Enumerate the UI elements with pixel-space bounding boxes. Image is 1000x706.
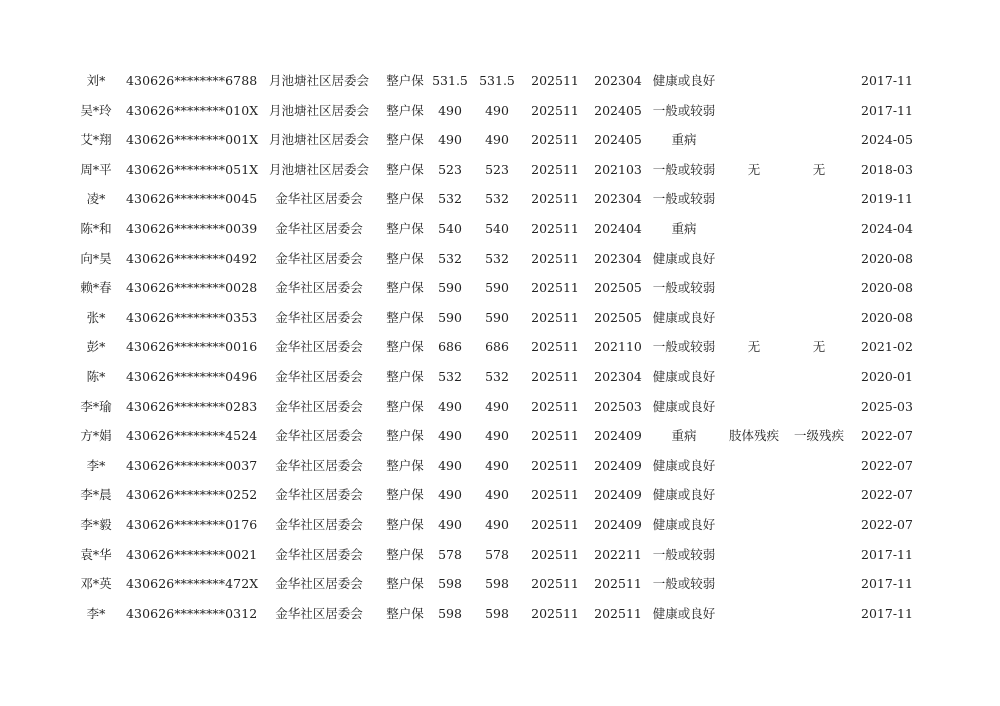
amount-cell: 490 — [485, 487, 509, 503]
table-row — [0, 244, 1000, 274]
health-status-cell: 健康或良好 — [652, 368, 716, 384]
disability-level-cell — [789, 303, 849, 333]
id-number-cell: 430626********0496 — [126, 368, 258, 384]
disability-type-cell — [726, 184, 782, 214]
disability-type-cell — [726, 303, 782, 333]
table-row — [0, 362, 1000, 392]
start-month-cell: 202511 — [531, 309, 579, 325]
name-cell: 凌* — [86, 191, 106, 207]
id-number-cell: 430626********0252 — [126, 487, 258, 503]
health-status-cell: 一般或较弱 — [652, 339, 716, 355]
table-row — [0, 96, 1000, 126]
disability-type-cell — [726, 569, 782, 599]
table-row — [0, 303, 1000, 333]
disability-type-cell — [726, 540, 782, 570]
disability-level-cell — [789, 214, 849, 244]
name-cell: 张* — [86, 309, 106, 325]
id-number-cell: 430626********0312 — [126, 605, 258, 621]
disability-level-cell: 一级残疾 — [793, 428, 844, 444]
disability-level-cell — [789, 510, 849, 540]
id-number-cell: 430626********0176 — [126, 516, 258, 532]
community-cell: 金华社区居委会 — [275, 398, 363, 414]
assistance-type-cell: 整户保 — [386, 73, 424, 88]
community-cell: 金华社区居委会 — [275, 309, 363, 325]
end-month-cell: 202103 — [594, 161, 642, 177]
health-status-cell: 一般或较弱 — [652, 191, 716, 207]
name-cell: 周*平 — [80, 161, 112, 177]
id-number-cell: 430626********010X — [126, 102, 259, 118]
health-status-cell: 重病 — [671, 132, 697, 148]
end-month-cell: 202409 — [594, 457, 642, 473]
id-number-cell: 430626********0353 — [126, 309, 258, 325]
amount-cell: 531.5 — [479, 73, 515, 88]
amount-cell: 598 — [485, 576, 509, 592]
table-row — [0, 214, 1000, 244]
community-cell: 金华社区居委会 — [275, 605, 363, 621]
disability-type-cell — [726, 273, 782, 303]
disability-type-cell — [726, 66, 782, 96]
start-month-cell: 202511 — [531, 398, 579, 414]
end-month-cell: 202404 — [594, 220, 642, 236]
disability-level-cell — [789, 273, 849, 303]
end-month-cell: 202511 — [594, 605, 642, 621]
table-row — [0, 421, 1000, 451]
date-cell: 2020-01 — [861, 368, 913, 384]
disability-level-cell — [789, 184, 849, 214]
start-month-cell: 202511 — [531, 73, 579, 88]
health-status-cell: 健康或良好 — [652, 516, 716, 532]
start-month-cell: 202511 — [531, 605, 579, 621]
assistance-type-cell: 整户保 — [386, 576, 424, 592]
end-month-cell: 202304 — [594, 191, 642, 207]
amount-cell: 590 — [438, 280, 462, 296]
amount-cell: 532 — [485, 191, 509, 207]
amount-cell: 490 — [438, 428, 462, 444]
table-row — [0, 66, 1000, 96]
disability-type-cell: 肢体残疾 — [728, 428, 779, 444]
amount-cell: 532 — [438, 368, 462, 384]
amount-cell: 532 — [485, 368, 509, 384]
start-month-cell: 202511 — [531, 428, 579, 444]
id-number-cell: 430626********0037 — [126, 457, 258, 473]
table-row — [0, 125, 1000, 155]
amount-cell: 490 — [485, 457, 509, 473]
id-number-cell: 430626********051X — [126, 161, 259, 177]
id-number-cell: 430626********4524 — [126, 428, 258, 444]
table-row — [0, 273, 1000, 303]
community-cell: 月池塘社区居委会 — [268, 73, 369, 88]
assistance-type-cell: 整户保 — [386, 191, 424, 207]
start-month-cell: 202511 — [531, 576, 579, 592]
amount-cell: 686 — [485, 339, 509, 355]
amount-cell: 490 — [438, 516, 462, 532]
end-month-cell: 202211 — [594, 546, 642, 562]
date-cell: 2020-08 — [861, 250, 913, 266]
health-status-cell: 健康或良好 — [652, 487, 716, 503]
end-month-cell: 202304 — [594, 368, 642, 384]
amount-cell: 598 — [438, 605, 462, 621]
table-row — [0, 392, 1000, 422]
start-month-cell: 202511 — [531, 487, 579, 503]
date-cell: 2022-07 — [861, 457, 913, 473]
date-cell: 2021-02 — [861, 339, 913, 355]
amount-cell: 490 — [485, 516, 509, 532]
records-table — [0, 66, 1000, 628]
id-number-cell: 430626********0016 — [126, 339, 258, 355]
start-month-cell: 202511 — [531, 102, 579, 118]
amount-cell: 578 — [485, 546, 509, 562]
amount-cell: 490 — [438, 457, 462, 473]
name-cell: 李*毅 — [80, 516, 112, 532]
end-month-cell: 202110 — [594, 339, 642, 355]
id-number-cell: 430626********0021 — [126, 546, 258, 562]
date-cell: 2019-11 — [861, 191, 913, 207]
disability-type-cell: 无 — [747, 161, 761, 177]
disability-level-cell — [789, 66, 849, 96]
start-month-cell: 202511 — [531, 457, 579, 473]
end-month-cell: 202511 — [594, 576, 642, 592]
id-number-cell: 430626********001X — [126, 132, 259, 148]
amount-cell: 590 — [438, 309, 462, 325]
date-cell: 2017-11 — [861, 605, 913, 621]
table-row — [0, 480, 1000, 510]
amount-cell: 532 — [438, 191, 462, 207]
assistance-type-cell: 整户保 — [386, 102, 424, 118]
name-cell: 陈*和 — [80, 220, 112, 236]
name-cell: 吴*玲 — [80, 102, 112, 118]
date-cell: 2022-07 — [861, 428, 913, 444]
name-cell: 赖*春 — [80, 280, 112, 296]
assistance-type-cell: 整户保 — [386, 220, 424, 236]
id-number-cell: 430626********6788 — [126, 73, 258, 88]
table-row — [0, 184, 1000, 214]
amount-cell: 590 — [485, 309, 509, 325]
disability-level-cell — [789, 569, 849, 599]
disability-level-cell — [789, 480, 849, 510]
disability-type-cell — [726, 125, 782, 155]
end-month-cell: 202409 — [594, 487, 642, 503]
end-month-cell: 202405 — [594, 102, 642, 118]
assistance-type-cell: 整户保 — [386, 132, 424, 148]
amount-cell: 523 — [438, 161, 462, 177]
amount-cell: 598 — [438, 576, 462, 592]
start-month-cell: 202511 — [531, 546, 579, 562]
community-cell: 金华社区居委会 — [275, 191, 363, 207]
health-status-cell: 健康或良好 — [652, 605, 716, 621]
community-cell: 金华社区居委会 — [275, 428, 363, 444]
name-cell: 李* — [86, 605, 106, 621]
amount-cell: 578 — [438, 546, 462, 562]
date-cell: 2022-07 — [861, 487, 913, 503]
name-cell: 艾*翔 — [80, 132, 112, 148]
amount-cell: 490 — [438, 132, 462, 148]
date-cell: 2017-11 — [861, 576, 913, 592]
name-cell: 李*瑜 — [80, 398, 112, 414]
assistance-type-cell: 整户保 — [386, 280, 424, 296]
start-month-cell: 202511 — [531, 368, 579, 384]
community-cell: 金华社区居委会 — [275, 368, 363, 384]
end-month-cell: 202405 — [594, 132, 642, 148]
amount-cell: 490 — [485, 132, 509, 148]
health-status-cell: 健康或良好 — [652, 73, 716, 88]
disability-type-cell — [726, 510, 782, 540]
amount-cell: 540 — [485, 220, 509, 236]
name-cell: 邓*英 — [80, 576, 112, 592]
assistance-type-cell: 整户保 — [386, 546, 424, 562]
disability-level-cell — [789, 599, 849, 629]
date-cell: 2025-03 — [861, 398, 913, 414]
amount-cell: 490 — [485, 102, 509, 118]
table-row — [0, 332, 1000, 362]
id-number-cell: 430626********472X — [126, 576, 259, 592]
date-cell: 2024-05 — [861, 132, 913, 148]
amount-cell: 490 — [485, 398, 509, 414]
community-cell: 金华社区居委会 — [275, 487, 363, 503]
amount-cell: 590 — [485, 280, 509, 296]
health-status-cell: 健康或良好 — [652, 250, 716, 266]
name-cell: 袁*华 — [80, 546, 112, 562]
assistance-type-cell: 整户保 — [386, 250, 424, 266]
table-row — [0, 510, 1000, 540]
amount-cell: 598 — [485, 605, 509, 621]
name-cell: 方*娟 — [80, 428, 112, 444]
health-status-cell: 一般或较弱 — [652, 576, 716, 592]
community-cell: 金华社区居委会 — [275, 576, 363, 592]
amount-cell: 686 — [438, 339, 462, 355]
id-number-cell: 430626********0045 — [126, 191, 258, 207]
amount-cell: 523 — [485, 161, 509, 177]
amount-cell: 532 — [438, 250, 462, 266]
community-cell: 金华社区居委会 — [275, 457, 363, 473]
health-status-cell: 健康或良好 — [652, 309, 716, 325]
community-cell: 金华社区居委会 — [275, 250, 363, 266]
end-month-cell: 202505 — [594, 280, 642, 296]
health-status-cell: 一般或较弱 — [652, 161, 716, 177]
health-status-cell: 一般或较弱 — [652, 280, 716, 296]
start-month-cell: 202511 — [531, 339, 579, 355]
disability-type-cell — [726, 451, 782, 481]
date-cell: 2024-04 — [861, 220, 913, 236]
assistance-type-cell: 整户保 — [386, 161, 424, 177]
name-cell: 刘* — [86, 73, 106, 88]
disability-level-cell — [789, 125, 849, 155]
name-cell: 李*晨 — [80, 487, 112, 503]
community-cell: 金华社区居委会 — [275, 546, 363, 562]
community-cell: 金华社区居委会 — [275, 516, 363, 532]
community-cell: 金华社区居委会 — [275, 280, 363, 296]
table-row — [0, 451, 1000, 481]
assistance-type-cell: 整户保 — [386, 339, 424, 355]
id-number-cell: 430626********0039 — [126, 220, 258, 236]
disability-level-cell — [789, 451, 849, 481]
end-month-cell: 202304 — [594, 73, 642, 88]
disability-type-cell — [726, 392, 782, 422]
health-status-cell: 一般或较弱 — [652, 546, 716, 562]
health-status-cell: 健康或良好 — [652, 457, 716, 473]
id-number-cell: 430626********0283 — [126, 398, 258, 414]
date-cell: 2020-08 — [861, 280, 913, 296]
assistance-type-cell: 整户保 — [386, 368, 424, 384]
health-status-cell: 一般或较弱 — [652, 102, 716, 118]
amount-cell: 490 — [438, 398, 462, 414]
assistance-type-cell: 整户保 — [386, 516, 424, 532]
disability-type-cell — [726, 244, 782, 274]
disability-level-cell: 无 — [812, 339, 826, 355]
start-month-cell: 202511 — [531, 220, 579, 236]
id-number-cell: 430626********0492 — [126, 250, 258, 266]
assistance-type-cell: 整户保 — [386, 309, 424, 325]
community-cell: 金华社区居委会 — [275, 339, 363, 355]
disability-level-cell — [789, 362, 849, 392]
disability-level-cell: 无 — [812, 161, 826, 177]
amount-cell: 490 — [438, 487, 462, 503]
id-number-cell: 430626********0028 — [126, 280, 258, 296]
start-month-cell: 202511 — [531, 161, 579, 177]
assistance-type-cell: 整户保 — [386, 398, 424, 414]
disability-type-cell: 无 — [747, 339, 761, 355]
end-month-cell: 202304 — [594, 250, 642, 266]
disability-type-cell — [726, 362, 782, 392]
community-cell: 月池塘社区居委会 — [268, 102, 369, 118]
name-cell: 向*昊 — [80, 250, 112, 266]
assistance-type-cell: 整户保 — [386, 457, 424, 473]
disability-type-cell — [726, 599, 782, 629]
amount-cell: 540 — [438, 220, 462, 236]
health-status-cell: 重病 — [671, 220, 697, 236]
community-cell: 金华社区居委会 — [275, 220, 363, 236]
disability-level-cell — [789, 392, 849, 422]
name-cell: 李* — [86, 457, 106, 473]
date-cell: 2017-11 — [861, 73, 913, 88]
assistance-type-cell: 整户保 — [386, 428, 424, 444]
date-cell: 2017-11 — [861, 102, 913, 118]
table-row — [0, 569, 1000, 599]
health-status-cell: 重病 — [671, 428, 697, 444]
disability-type-cell — [726, 480, 782, 510]
disability-level-cell — [789, 540, 849, 570]
start-month-cell: 202511 — [531, 280, 579, 296]
disability-level-cell — [789, 244, 849, 274]
assistance-type-cell: 整户保 — [386, 487, 424, 503]
amount-cell: 490 — [438, 102, 462, 118]
amount-cell: 531.5 — [432, 73, 468, 88]
disability-type-cell — [726, 96, 782, 126]
health-status-cell: 健康或良好 — [652, 398, 716, 414]
start-month-cell: 202511 — [531, 516, 579, 532]
table-row — [0, 540, 1000, 570]
assistance-type-cell: 整户保 — [386, 605, 424, 621]
community-cell: 月池塘社区居委会 — [268, 132, 369, 148]
start-month-cell: 202511 — [531, 250, 579, 266]
date-cell: 2022-07 — [861, 516, 913, 532]
table-row — [0, 155, 1000, 185]
community-cell: 月池塘社区居委会 — [268, 161, 369, 177]
date-cell: 2017-11 — [861, 546, 913, 562]
date-cell: 2020-08 — [861, 309, 913, 325]
amount-cell: 490 — [485, 428, 509, 444]
end-month-cell: 202409 — [594, 516, 642, 532]
date-cell: 2018-03 — [861, 161, 913, 177]
amount-cell: 532 — [485, 250, 509, 266]
disability-level-cell — [789, 96, 849, 126]
end-month-cell: 202505 — [594, 309, 642, 325]
disability-type-cell — [726, 214, 782, 244]
start-month-cell: 202511 — [531, 132, 579, 148]
name-cell: 彭* — [86, 339, 106, 355]
table-row — [0, 599, 1000, 629]
start-month-cell: 202511 — [531, 191, 579, 207]
name-cell: 陈* — [86, 368, 106, 384]
end-month-cell: 202503 — [594, 398, 642, 414]
end-month-cell: 202409 — [594, 428, 642, 444]
